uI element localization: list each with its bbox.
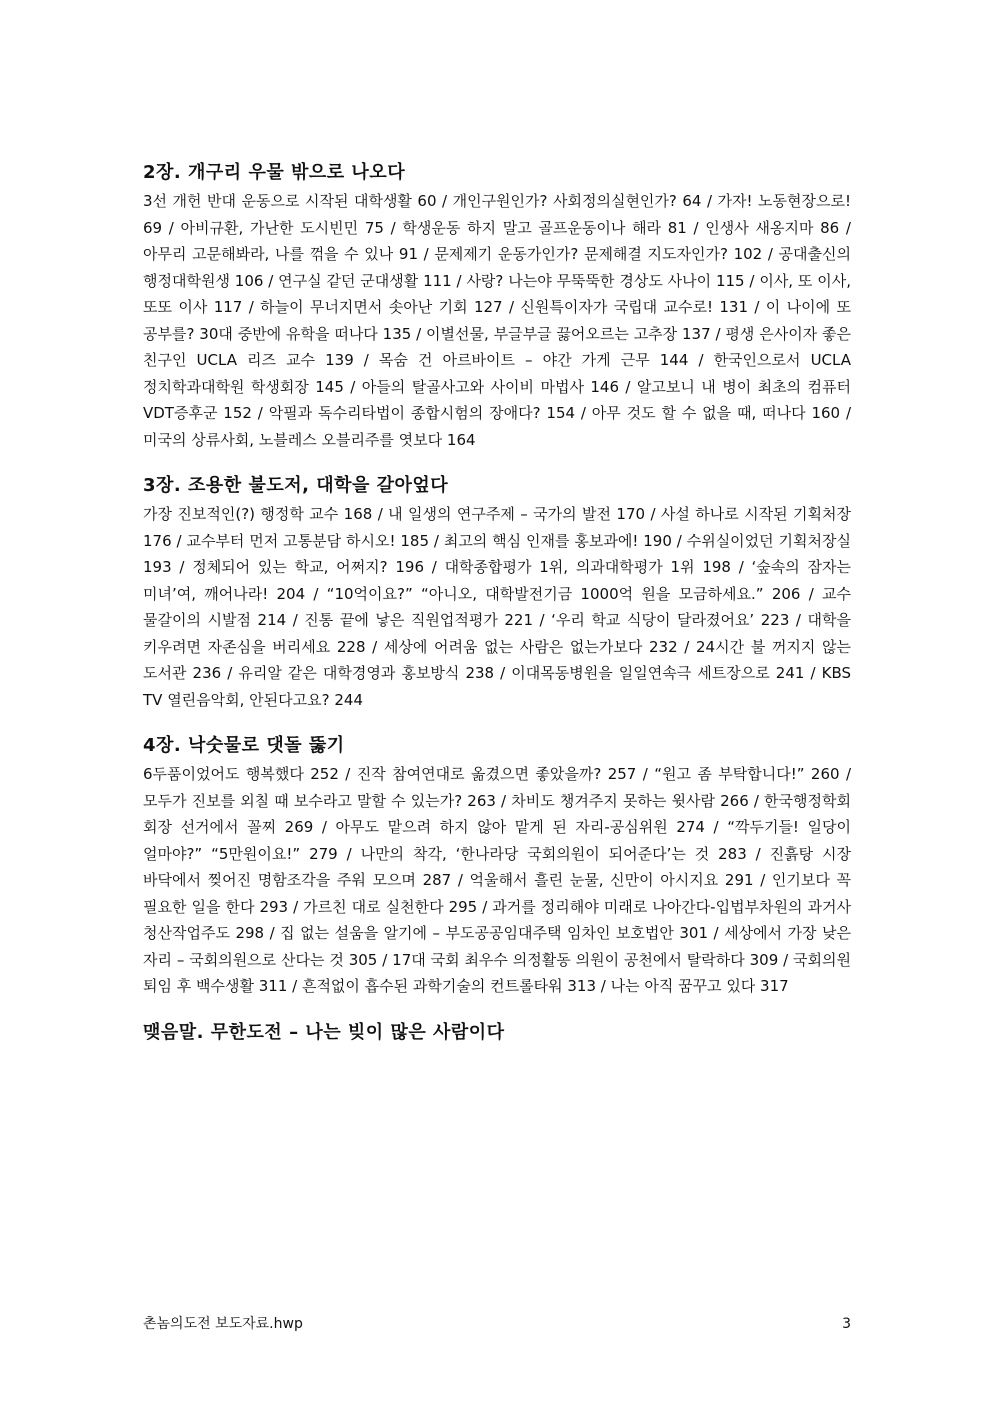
footer-filename: 촌놈의도전 보도자료.hwp	[143, 1316, 303, 1332]
chapter-4-section	[143, 733, 851, 1000]
chapter-4-title: 4장. 낙숫물로 댓돌 뚫기	[143, 735, 345, 756]
chapter-2-title: 2장. 개구리 우물 밖으로 나오다	[143, 162, 406, 183]
chapter-2-contents: 3선 개헌 반대 운동으로 시작된 대학생활 60 / 개인구원인가? 사회정의실현인가? 64 / 가자! 노동현장으로! 69 / 아비규환, 가난한 도시빈민 75 / 학생운동 하지 말고 골프운동이나 해라 81 / 인생사 새옹지마 86 / 아무리 고문해봐라, 나를 꺾을 수 있나 91 / 문제제기 운동가인가? 문제해결 지도자인가? 102 / 공대출신의 행정대학원생 106 / 연구실 같던 군대생활 111 / 사랑? 나는야 무뚝뚝한 경상도 사나이 115 / 이사, 또 이사, 또또 이사 117 / 하늘이 무너지면서 솟아난 기회 127 / 신원특이자가 국립대 교수로! 131 / 이 나이에 또 공부를? 30대 중반에 유학을 떠나다 135 / 이별선물, 부글부글 끓어오르는 고추장 137 / 평생 은사이자 좋은 친구인 UCLA 리즈 교수 139 / 목숨 건 아르바이트 – 야간 가게 근무 144 / 한국인으로서 UCLA 정치학과대학원 학생회장 145 / 아들의 탈골사고와 사이비 마법사 146 / 알고보니 내 병이 최초의 컴퓨터 VDT증후군 152 / 악필과 독수리타법이 종합시험의 장애다? 154 / 아무 것도 할 수 없을 때, 떠나다 160 / 미국의 상류사회, 노블레스 오블리주를 엿보다 164	[143, 192, 851, 449]
footer-page-number: 3	[842, 1316, 851, 1332]
chapter-3-contents: 가장 진보적인(?) 행정학 교수 168 / 내 일생의 연구주제 – 국가의 발전 170 / 사설 하나로 시작된 기획처장 176 / 교수부터 먼저 고통분담 하시오! 185 / 최고의 핵심 인재를 홍보과에! 190 / 수위실이었던 기획처장실 193 / 정체되어 있는 학교, 어쩌지? 196 / 대학종합평가 1위, 의과대학평가 1위 198 / ‘숲속의 잠자는 미녀’여, 깨어나라! 204 / “10억이요?” “아니오, 대학발전기금 1000억 원을 모금하세요.” 206 / 교수 물갈이의 시발점 214 / 진통 끝에 낳은 직원업적평가 221 / ‘우리 학교 식당이 달라졌어요’ 223 / 대학을 키우려면 자존심을 버리세요 228 / 세상에 어려움 없는 사람은 없는가보다 232 / 24시간 불 꺼지지 않는 도서관 236 / 유리알 같은 대학경영과 홍보방식 238 / 이대목동병원을 일일연속극 세트장으로 241 / KBS TV 열린음악회, 안된다고요? 244	[143, 505, 851, 709]
chapter-3-title: 3장. 조용한 불도저, 대학을 갈아엎다	[143, 475, 449, 496]
table-of-contents	[143, 160, 851, 1066]
chapter-4-contents: 6두품이었어도 행복했다 252 / 진작 참여연대로 옮겼으면 좋았을까? 257 / “원고 좀 부탁합니다!” 260 / 모두가 진보를 외칠 때 보수라고 말할 수 있는가? 263 / 차비도 챙겨주지 못하는 윗사람 266 / 한국행정학회 회장 선거에서 꼴찌 269 / 아무도 맡으려 하지 않아 맡게 된 자리-공심위원 274 / “깍두기들! 일당이 얼마야?” “5만원이요!” 279 / 나만의 착각, ‘한나라당 국회의원이 되어준다’는 것 283 / 진흙탕 시장 바닥에서 찢어진 명함조각을 주워 모으며 287 / 억울해서 흘린 눈물, 신만이 아시지요 291 / 인기보다 꼭 필요한 일을 한다 293 / 가르친 대로 실천한다 295 / 과거를 정리해야 미래로 나아간다-입법부차원의 과거사 청산작업주도 298 / 집 없는 설움을 알기에 – 부도공공임대주택 임차인 보호법안 301 / 세상에서 가장 낮은 자리 – 국회의원으로 산다는 것 305 / 17대 국회 최우수 의정활동 의원이 공천에서 탈락하다 309 / 국회의원 퇴임 후 백수생활 311 / 흔적없이 흡수된 과학기술의 컨트롤타워 313 / 나는 아직 꿈꾸고 있다 317	[143, 765, 851, 995]
chapter-3-section	[143, 473, 851, 713]
chapter-2-section	[143, 160, 851, 453]
closing-title: 맺음말. 무한도전 – 나는 빚이 많은 사람이다	[143, 1021, 505, 1043]
closing-section	[143, 1020, 851, 1046]
